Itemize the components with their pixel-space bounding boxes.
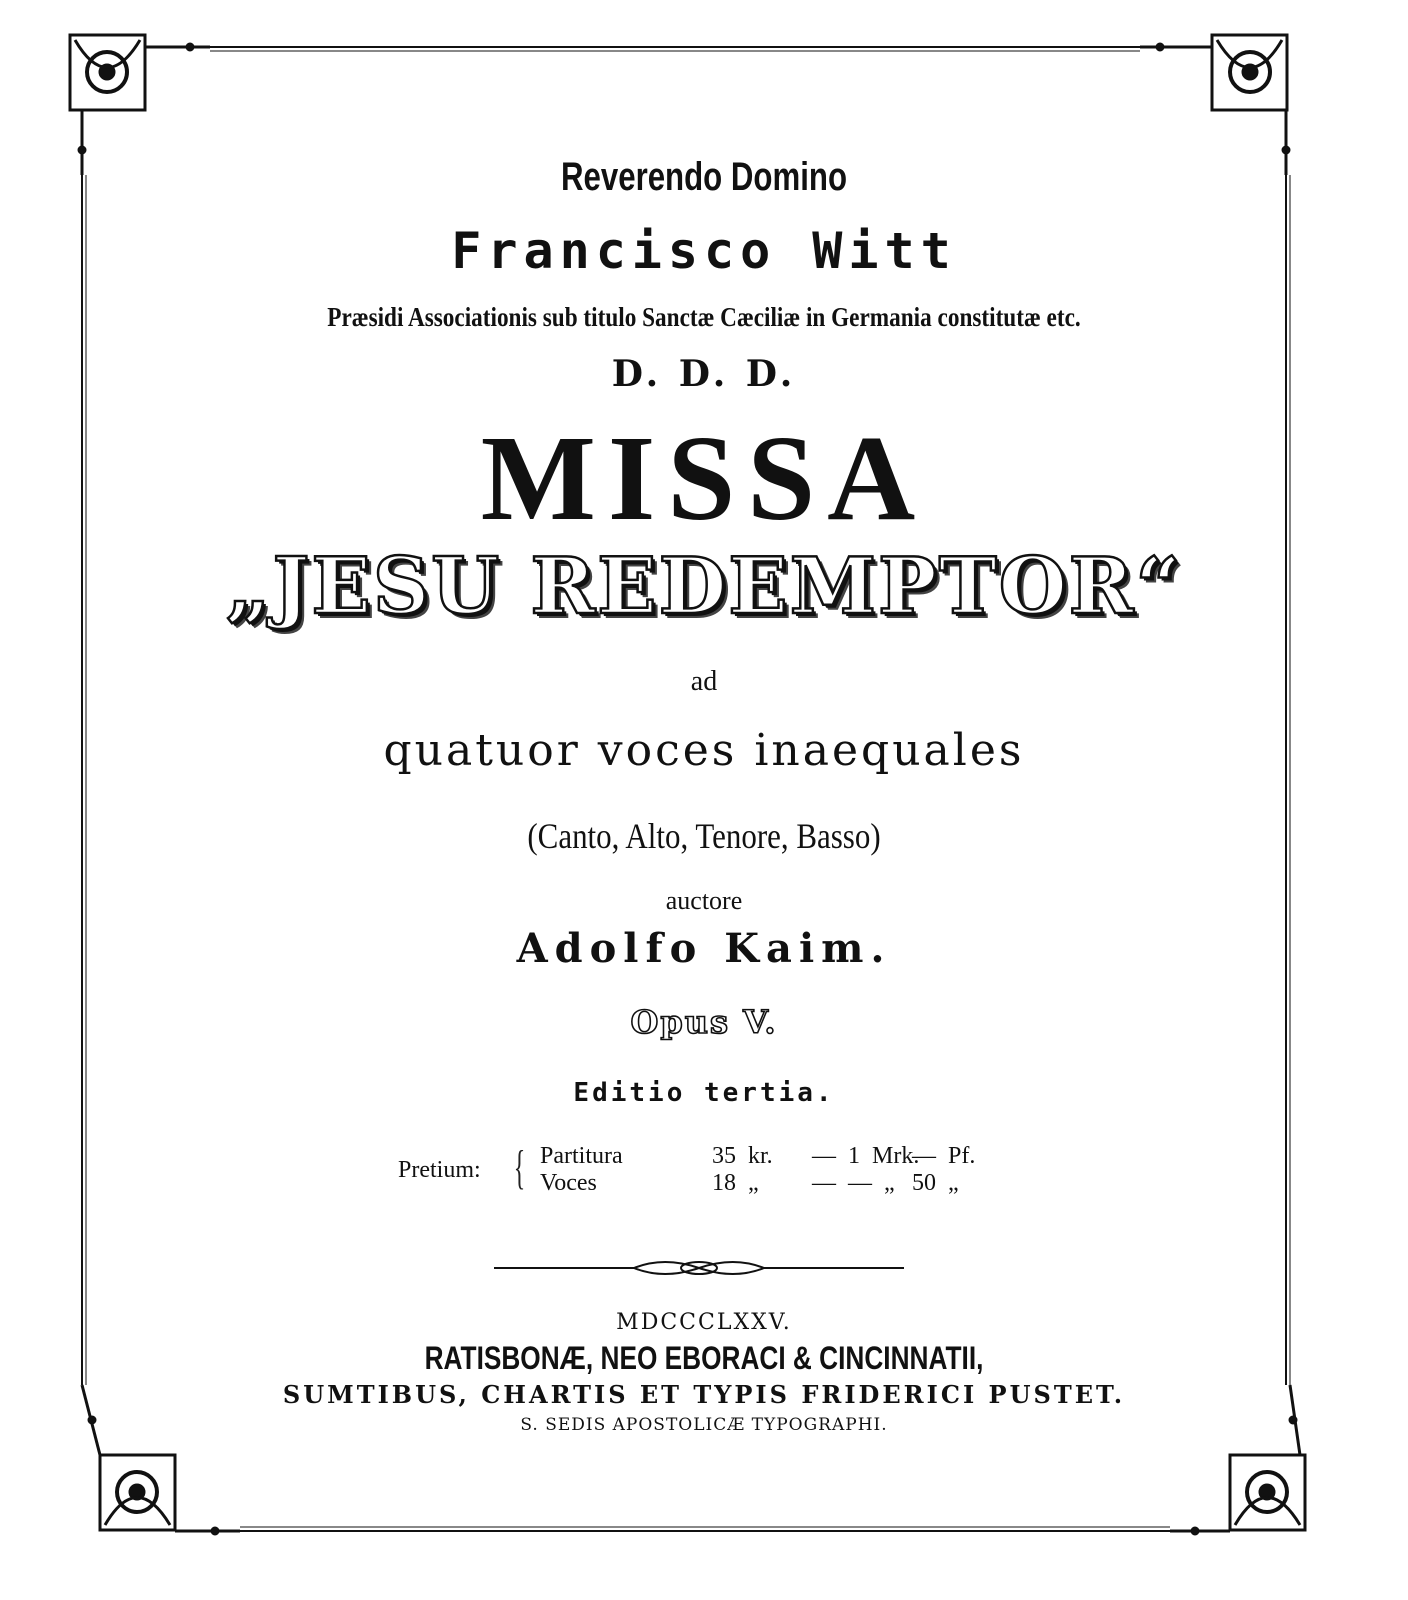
price-table [398,1143,1018,1199]
price-pf: 50 „ [912,1170,959,1196]
price-item: Partitura [540,1143,623,1169]
publication-year: MDCCCLXXV. [616,1310,792,1335]
corner-ornament-top-right [1140,35,1290,175]
publisher-note: S. SEDIS APOSTOLICÆ TYPOGRAPHI. [520,1415,888,1435]
price-item: Voces [540,1170,597,1196]
price-label: Pretium: [398,1157,481,1183]
corner-ornament-top-left [70,35,210,175]
dedication-abbreviation: D. D. D. [611,353,797,395]
work-title: MISSA [480,411,928,546]
price-kr: 18 „ [712,1170,759,1196]
ad-label: ad [690,666,718,697]
price-kr: 35 kr. [712,1143,773,1169]
publisher-line: SUMTIBUS, CHARTIS ET TYPIS FRIDERICI PUSTET. [282,1380,1126,1409]
brace-icon: { [513,1141,526,1194]
publisher-cities: RATISBONÆ, NEO EBORACI & CINCINNATII, [424,1340,984,1376]
voice-parts: (Canto, Alto, Tenore, Basso) [527,816,881,856]
voicing: quatuor voces inaequales [383,725,1025,776]
composer-name: Adolfo Kaim. [516,925,892,972]
dedication-salutation: Reverendo Domino [560,155,848,199]
opus-number: Opus V. [630,1003,778,1041]
price-row [540,1170,1020,1196]
price-pf: — Pf. [912,1143,976,1169]
work-subtitle-container [0,541,1408,632]
dedicatee-name: Francisco Witt [451,222,957,280]
edition: Editio tertia. [573,1078,835,1108]
price-row [540,1143,1020,1169]
divider-ornament [494,1256,904,1280]
work-subtitle: „JESU REDEMPTOR“ [225,541,1183,632]
auctore-label: auctore [665,886,743,915]
dedicatee-title: Præsidi Associationis sub titulo Sanctæ Cæciliæ in Germania constitutæ etc. [327,302,1081,332]
price-mrk: — — „ [812,1170,895,1196]
price-mrk: — 1 Mrk. [812,1143,920,1169]
